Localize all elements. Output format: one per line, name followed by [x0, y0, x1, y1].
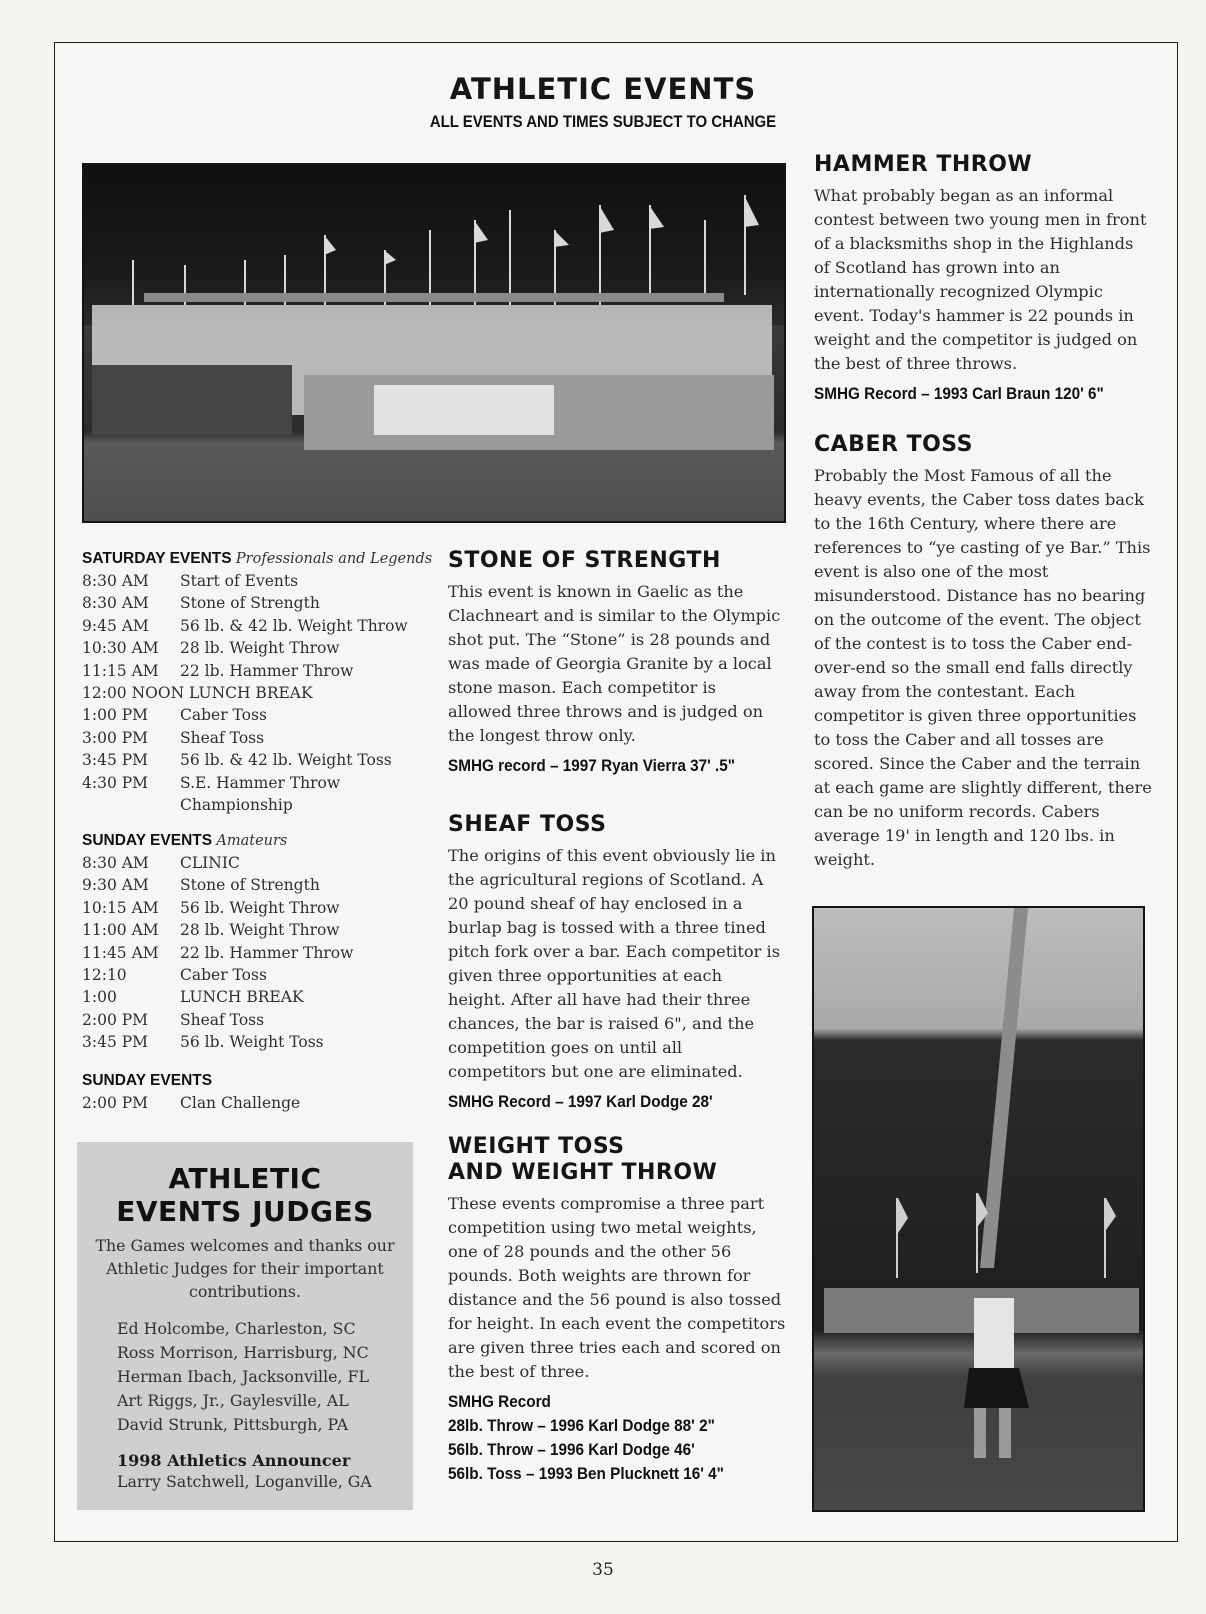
schedule-time: 8:30 AM: [82, 594, 149, 613]
schedule-time: 10:15 AM: [82, 898, 159, 917]
athlete-leg: [974, 1408, 986, 1458]
schedule-time: 3:45 PM: [82, 751, 149, 770]
schedule-time: 9:30 AM: [82, 876, 149, 895]
judges-heading: [77, 1162, 413, 1228]
schedule-row: [82, 919, 422, 941]
schedule-row: [82, 772, 422, 794]
weight-record: 28lb. Throw – 1996 Karl Dodge 88' 2": [448, 1416, 715, 1435]
schedule-event: 22 lb. Hammer Throw: [180, 661, 354, 680]
schedule-event: Caber Toss: [180, 966, 267, 985]
weight-body: These events compromise a three part competition using two metal weights, one of 28 pounds and the other 56 pounds. Both weights are thrown for distance and the 56 pound is also tossed for height. In each event the competitors are given three tries each and scored on the best of three.: [448, 1194, 786, 1381]
judge-name: Art Riggs, Jr., Gaylesville, AL: [117, 1391, 349, 1410]
schedule-event: 28 lb. Weight Throw: [180, 921, 340, 940]
judge-name: Ed Holcombe, Charleston, SC: [117, 1319, 356, 1338]
judges-heading-line2: EVENTS JUDGES: [116, 1195, 374, 1228]
schedule-time: 8:30 AM: [82, 572, 149, 590]
saturday-heading-text: SATURDAY EVENTS: [82, 550, 232, 567]
schedule-time: 8:30 AM: [82, 854, 149, 872]
schedule-row: [82, 897, 422, 919]
group-photo-illustration: [84, 165, 784, 521]
schedule-time: 1:00: [82, 988, 117, 1007]
schedule-event: 56 lb. & 42 lb. Weight Throw: [180, 616, 408, 635]
judge-name: David Strunk, Pittsburgh, PA: [117, 1415, 349, 1434]
weight-section: [448, 1134, 788, 1486]
schedule-row: [82, 704, 422, 726]
schedule-time: 11:15 AM: [82, 661, 159, 680]
schedule-time: 4:30 PM: [82, 773, 149, 792]
athlete-leg: [999, 1408, 1011, 1458]
schedule-row: [82, 615, 422, 637]
page-number: 35: [592, 1560, 614, 1580]
schedule-row: [82, 660, 422, 682]
schedule-event: 56 lb. Weight Throw: [180, 898, 340, 917]
hammer-section: [814, 152, 1154, 406]
sunday-clan-rows: [82, 1092, 422, 1114]
schedule-event: CLINIC: [180, 854, 240, 872]
schedule-row: [82, 570, 422, 592]
weight-heading-line1: WEIGHT TOSS: [448, 1134, 625, 1159]
page-subtitle: ALL EVENTS AND TIMES SUBJECT TO CHANGE: [429, 112, 777, 131]
weight-record: 56lb. Toss – 1993 Ben Plucknett 16' 4": [448, 1464, 724, 1483]
schedule-row: [82, 942, 422, 964]
judges-intro: The Games welcomes and thanks our Athletic Judges for their important contributions.: [95, 1236, 395, 1301]
caber-photo-illustration: [814, 908, 1143, 1510]
schedule-event: Start of Events: [180, 572, 299, 590]
announcer-name: Larry Satchwell, Loganville, GA: [117, 1472, 372, 1491]
sunday-amateurs-rows: [82, 852, 422, 1054]
schedule-time: 11:45 AM: [82, 943, 159, 962]
sunday-clan-heading: SUNDAY EVENTS: [82, 1072, 213, 1089]
schedule-event: 28 lb. Weight Throw: [180, 639, 340, 658]
schedule-event: Clan Challenge: [180, 1094, 301, 1112]
schedule-row: [82, 852, 422, 874]
schedule-time: 2:00 PM: [82, 1094, 149, 1112]
caber-body: Probably the Most Famous of all the heavy events, the Caber toss dates back to the 16th Century, where there are references to “ye casting of ye Bar.” This event is also one of the most misunderstood. Distance has no bearing on the outcome of the event. The object of the contest is to toss the Caber end-over-end so the small end falls directly away from the contestant. Each competitor is given three opportunities to toss the Caber and all tosses are scored. Since the Caber and the terrain at each game are slightly different, there can be no uniform records. Cabers average 19' in length and 120 lbs. in weight.: [814, 466, 1152, 869]
saturday-schedule: [82, 550, 433, 816]
schedule-row: [82, 637, 422, 659]
sunday-amateurs-schedule: [82, 832, 422, 1054]
schedule-row: [82, 794, 422, 816]
schedule-event: S.E. Hammer Throw: [180, 773, 341, 792]
schedule-event: LUNCH BREAK: [180, 988, 304, 1007]
group-photo: [82, 163, 786, 523]
schedule-event: 56 lb. & 42 lb. Weight Toss: [180, 751, 392, 770]
schedule-row: [82, 727, 422, 749]
sunday-clan-schedule: [82, 1072, 422, 1114]
judges-heading-line1: ATHLETIC: [168, 1162, 322, 1195]
schedule-time: 9:45 AM: [82, 616, 149, 635]
schedule-row: [82, 986, 422, 1008]
caber-heading: CABER TOSS: [814, 432, 973, 457]
schedule-event: Sheaf Toss: [180, 1010, 265, 1029]
sunday-amateurs-heading: [82, 832, 422, 850]
judges-box: [77, 1142, 413, 1510]
athletes: [92, 305, 774, 450]
saturday-rows: [82, 570, 422, 816]
weight-record-heading: SMHG Record: [448, 1392, 551, 1411]
schedule-time: 10:30 AM: [82, 639, 159, 658]
schedule-time: 3:00 PM: [82, 728, 149, 747]
sunday-amateurs-subheading: Amateurs: [216, 833, 288, 849]
caber-log: [144, 293, 724, 302]
schedule-event: Championship: [180, 796, 293, 815]
schedule-row: [82, 964, 422, 986]
caber-section: [814, 432, 1154, 872]
schedule-event: Caber Toss: [180, 706, 267, 725]
schedule-row: [82, 1092, 422, 1114]
sunday-amateurs-heading-text: SUNDAY EVENTS: [82, 832, 213, 849]
schedule-row: [82, 874, 422, 896]
schedule-event: 56 lb. Weight Toss: [180, 1033, 324, 1052]
schedule-time: 3:45 PM: [82, 1033, 149, 1052]
saturday-subheading: Professionals and Legends: [235, 551, 433, 567]
schedule-event: Stone of Strength: [180, 594, 320, 613]
schedule-time: 2:00 PM: [82, 1010, 149, 1029]
stone-body: This event is known in Gaelic as the Clachneart and is similar to the Olympic shot put. The “Stone” is 28 pounds and was made of Georgia Granite by a local stone mason. Each competitor is allowed three throws and is judged on the longest throw only.: [448, 582, 781, 745]
schedule-row: [82, 1031, 422, 1053]
schedule-row: [82, 592, 422, 614]
hammer-body: What probably began as an informal contest between two young men in front of a blacksmiths shop in the Highlands of Scotland has grown into an internationally recognized Olympic event. Today's hammer is 22 pounds in weight and the competitor is judged on the best of three throws.: [814, 186, 1147, 373]
announcer-heading: 1998 Athletics Announcer: [117, 1451, 351, 1470]
schedule-time: 12:10: [82, 966, 127, 985]
caber-photo: [812, 906, 1145, 1512]
schedule-time: 11:00 AM: [82, 921, 159, 940]
stone-section: [448, 548, 783, 778]
schedule-time: [82, 794, 180, 816]
sheaf-section: [448, 812, 783, 1114]
stone-record: SMHG record – 1997 Ryan Vierra 37' .5": [448, 756, 736, 775]
page-title: ATHLETIC EVENTS: [449, 72, 757, 106]
hammer-heading: HAMMER THROW: [814, 152, 1033, 177]
weight-record: 56lb. Throw – 1996 Karl Dodge 46': [448, 1440, 695, 1459]
schedule-event: Sheaf Toss: [180, 728, 265, 747]
weight-records: [448, 1414, 788, 1486]
stone-heading: STONE OF STRENGTH: [448, 548, 721, 573]
schedule-event: 22 lb. Hammer Throw: [180, 943, 354, 962]
weight-heading: [448, 1134, 788, 1186]
schedule-time: 12:00 NOON LUNCH BREAK: [82, 684, 313, 703]
weight-heading-line2: AND WEIGHT THROW: [448, 1160, 718, 1185]
flags: [132, 195, 759, 305]
judges-list: [77, 1317, 413, 1437]
athlete-kilt: [964, 1368, 1029, 1408]
schedule-row: [82, 682, 422, 704]
hammer-record: SMHG Record – 1993 Carl Braun 120' 6": [814, 384, 1104, 403]
judge-name: Herman Ibach, Jacksonville, FL: [117, 1367, 369, 1386]
schedule-time: 1:00 PM: [82, 706, 149, 725]
schedule-row: [82, 749, 422, 771]
schedule-event: Stone of Strength: [180, 876, 320, 895]
judge-name: Ross Morrison, Harrisburg, NC: [117, 1343, 369, 1362]
athlete-shirt: [974, 1298, 1014, 1368]
saturday-heading: [82, 550, 433, 568]
sheaf-record: SMHG Record – 1997 Karl Dodge 28': [448, 1092, 713, 1111]
schedule-row: [82, 1009, 422, 1031]
sheaf-heading: SHEAF TOSS: [448, 812, 607, 837]
sheaf-body: The origins of this event obviously lie in the agricultural regions of Scotland. A 20 pound sheaf of hay enclosed in a burlap bag is tossed with a three tined pitch fork over a bar. Each competitor is given three opportunities at each height. After all have had their three chances, the bar is raised 6", and the competition goes on until all competitors but one are eliminated.: [448, 846, 781, 1081]
flags: [896, 1193, 1116, 1278]
